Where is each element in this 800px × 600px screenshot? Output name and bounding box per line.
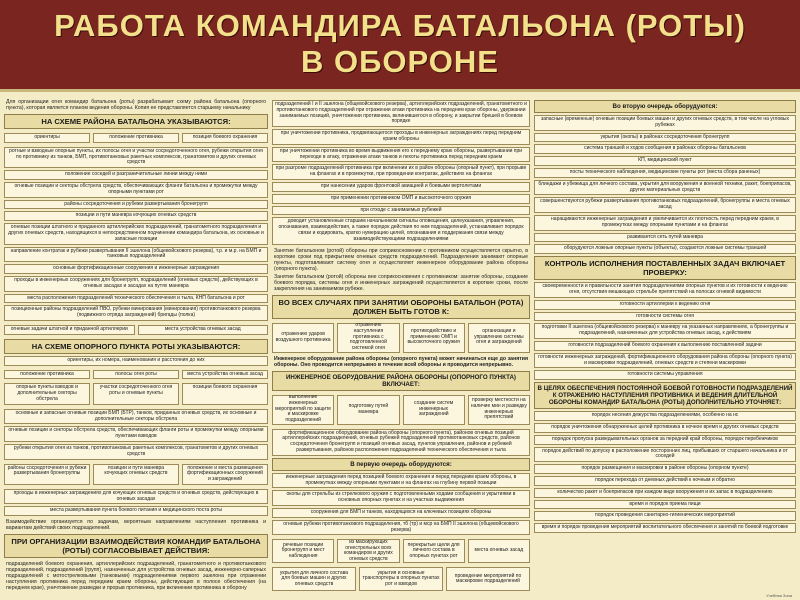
first-priority-item: проведение мероприятий по маскировке подразделений — [446, 567, 530, 591]
scheme-item: места устройства огневых засад — [138, 325, 269, 335]
scheme-item: ротные и взводные опорные пункты, их полосы огня и участки сосредоточенного огня, рубежи открытия огня по противнику из танков, БМП, противотанковых ракетных комплексов, гранатометов и других огневых средств — [4, 147, 268, 168]
readiness-item: противодействию и применению ОМП и высокоточного оружия — [403, 323, 465, 353]
scheme-item: основные фортификационные сооружения и инженерные заграждения — [4, 264, 268, 274]
scheme-item: места развертывания пункта боевого питания и медицинского поста роты — [4, 506, 268, 516]
scheme-item: позиции и пути маневра кочующих огневых средств — [93, 464, 179, 485]
coordination-item: при уничтожении противника, продвигающегося проходы в инженерных заграждениях перед передним краем обороны — [272, 129, 530, 145]
readiness-header: ВО ВСЕХ СЛУЧАЯХ ПРИ ЗАНЯТИИ ОБОРОНЫ БАТАЛЬОН (РОТА) ДОЛЖЕН БЫТЬ ГОТОВ К: — [272, 295, 530, 319]
clarify-item: порядок уничтожения обнаруженных целей противника в ночное время и других огневых средств — [534, 423, 796, 433]
clarify-item: время и порядок приема пищи — [534, 500, 796, 510]
second-priority-item: блиндажи и убежища для личного состава, укрытия для вооружения и военной техники, ракет, боеприпасов, других материальных средств — [534, 180, 796, 196]
control-item: своевременности и правильности занятия подразделениями опорных пунктов и их готовности к ведению огня, отсутствия мешающих стрельбе препятствий на полосах огневой видимости — [534, 282, 796, 298]
first-priority-item: из маскирующих огнестрельных всех командиров и других огневых средств — [337, 539, 399, 563]
scheme-item: проходы в инженерных сооружениях для бронегрупп, подразделений (огневых средств), действующих в огневых засадах и засадах на путях маневра — [4, 276, 268, 292]
second-priority-item: наращиваются инженерные заграждения и увеличивается их плотность перед передним краем, в промежутках между опорными пунктами и на флангах — [534, 215, 796, 231]
poster-header — [0, 0, 800, 92]
scheme-item: огневые позиции и секторы обстрела средств, обеспечивающих фланги батальона и промежутки между опорными пунктами рот — [4, 182, 268, 198]
control-item: подготовки II эшелона (общевойскового резерва) к маневру на указанных направлениях, а бронегруппы и подразделений, назначенных для устройства огневых засад, к действиям — [534, 323, 796, 339]
clarify-item: порядок пропуска разведывательных органов за передний край обороны, порядок перебежчиков — [534, 435, 796, 445]
scheme-item: позиция боевого охранения — [182, 133, 268, 143]
scheme-item: опорные пункты взводов и дополнительные секторы обстрела — [4, 383, 90, 404]
control-item: готовности артиллерии к ведению огня — [534, 300, 796, 310]
second-priority-item: укрытия (окопы) в районах сосредоточения бронегрупп — [534, 133, 796, 143]
scheme-item: направление контратак и рубежи развертывания II эшелона (общевойскового резерва), т.р. и м.р. на БМП и танковых подразделений — [4, 247, 268, 263]
scheme-item: позиции боевого охранения — [182, 383, 268, 404]
scheme-item: места устройства огневых засад — [182, 370, 268, 380]
scheme-item: огневые позиции штатного и приданного артиллерийских подразделений, гранатометного подразделения и других огневых средств, находящихся в непосредственном подчинении командира батальона, их основные и запасные позиции — [4, 223, 268, 244]
publisher-mark: Учебная Зона — [766, 593, 792, 598]
first-priority-item: места огневых засад — [468, 539, 530, 563]
clarify-item: порядок размещения и маскировки в районе обороны (опорном пункте) — [534, 464, 796, 474]
coordination-item: при уничтожении противника во время выдвижения его к переднему краю обороны, развертывании при переходе в атаку, отражении атаки танков и пехоты противника перед передним краем — [272, 147, 530, 163]
engineering-note: Инженерное оборудование района обороны (опорного пункта) может начинаться еще до занятия обороны. Оно проводится непрерывно в течение всей обороны и проводится непрерывно. — [274, 355, 528, 368]
first-priority-item: инженерные заграждения перед позицией боевого охранения и перед передним краем обороны, в промежутках между опорными пунктами и на флангах на глубину первой позиции — [272, 473, 530, 489]
scheme-item: основные и запасные огневые позиции БМП (БТР), танков, приданных огневых средств, их основные и дополнительные секторы обстрела — [4, 409, 268, 425]
scheme-item: огневые позиции и секторы обстрела средств, обеспечивающих фланги роты и промежутки между опорными пунктами взводов — [4, 426, 268, 442]
scheme-item: позиции и пути маневра кочующих огневых средств — [4, 211, 268, 221]
scheme-item: участки сосредоточенного огня роты и огневые пункты — [93, 383, 179, 404]
first-priority-item: укрытия для личного состава для боевых машин и других огневых средств — [272, 567, 356, 591]
coordination-item: при отходе с занимаемых рубежей — [272, 206, 530, 216]
second-priority-item: посты технического наблюдения, медицинские пункты рот (места сбора раненых) — [534, 168, 796, 178]
first-priority-item: речевые позиции бронегрупп и мест наблюдения — [272, 539, 334, 563]
engineering-item: проверку местности на наличие мин и разведку инженерных препятствий — [468, 395, 530, 425]
control-item: готовности подразделений боевого охранения к выполнению поставленной задачи — [534, 341, 796, 351]
control-item: готовности инженерных заграждений, фортификационного оборудования района обороны (опорного пункта) и маскировки подразделений, огневых средств и степени маскировки — [534, 353, 796, 369]
battalion-scheme-header: НА СХЕМЕ РАЙОНА БАТАЛЬОНА УКАЗЫВАЮТСЯ: — [4, 114, 268, 129]
coordination-item: при нанесении ударов фронтовой авиацией и боевыми вертолетами — [272, 182, 530, 192]
engineering-item: выполнение инженерных мероприятий по защите и маскировке подразделений — [272, 395, 334, 425]
second-priority-item: запасные (временные) огневые позиции боевых машин и других огневых средств, в том числе на угловых рубежах — [534, 115, 796, 131]
engineering-item: создание систем инженерных заграждений — [403, 395, 465, 425]
engineering-item: фортификационное оборудование района обороны (опорного пункта), районов огневых позиций артиллерийских подразделений, огневых рубежей подразделений противотанковых средств, районов сосредоточения бронегрупп и позиций огневых засад, пунктов управления, районов и рубежей развертывания, районов расположения подразделений технического обеспечения и тыла — [272, 429, 530, 456]
column-middle — [272, 98, 530, 596]
control-item: готовности системы управления — [534, 370, 796, 380]
second-priority-item: оборудуются ложные опорные пункты (объекты), создаются ложные системы траншей — [534, 244, 796, 254]
scheme-item: ориентиры — [4, 133, 90, 143]
first-priority-header: В первую очередь оборудуются: — [272, 458, 530, 471]
readiness-item: организации и управлению системы огня и заграждений — [468, 323, 530, 353]
control-header: КОНТРОЛЬ ИСПОЛНЕНИЯ ПОСТАВЛЕННЫХ ЗАДАЧ ВКЛЮЧАЕТ ПРОВЕРКУ: — [534, 256, 796, 280]
intro-text: Для организации огня командир батальона (роты) разрабатывает схему района батальона (опорного пункта), которая является планом ведения обороны. Копия ее представляется старшему начальнику — [6, 99, 266, 111]
first-priority-item: укрытия и основные транспортеры в опорных пунктах рот и взводов — [359, 567, 443, 591]
readiness-item: отражению наступления противника с подготовленной системой огня — [337, 323, 399, 353]
clarify-item: порядок перехода от дневных действий к ночным и обратно — [534, 476, 796, 486]
first-priority-item: перекрытые щели для личного состава в опорных пунктах рот — [403, 539, 465, 563]
coordination-item: при применении противником ОМП и высокоточного оружия — [272, 194, 530, 204]
interaction-text: подразделений боевого охранения, артиллерийских подразделений, гранатометного и противотанкового подразделений, подразделений (групп), назначенных для устройства огневых засад, инженерно-саперных подразделений с мотострелковыми (танковыми) подразделениями первого эшелона при отражении наступления противника перед передним краем обороны, действующих в полосе обеспечения (на переднем крае), уничтожение разведки и прорыв противника, при вклинении противника в оборону — [6, 561, 266, 592]
scheme-item: районы сосредоточения и рубежи развертывания бронегруппы — [4, 464, 90, 485]
scheme-item: позиционные районы подразделений ПВО, рубежи минирования (минирования) противотанкового резерва (подвижного отряда заграждений) бригады (полка) — [4, 305, 268, 321]
clarify-item: количество ракет и боеприпасов при каждом виде вооружения и их запас в подразделениях — [534, 488, 796, 498]
scheme-item: рубежи открытия огня из танков, противотанковых ракетных комплексов, гранатометов и других огневых средств — [4, 444, 268, 460]
engineering-header: ИНЖЕНЕРНОЕ ОБОРУДОВАНИЕ РАЙОНА ОБОРОНЫ (ОПОРНОГО ПУНКТА) ВКЛЮЧАЕТ: — [272, 371, 530, 391]
scheme-item: положение и места размещения фортификационных сооружений и заграждений — [182, 464, 268, 485]
engineering-item: подготовку путей маневра — [337, 395, 399, 425]
scheme-item: огневые задачи штатной и приданной артиллерии — [4, 325, 135, 335]
first-priority-item: сооружения для БМП и танков, находящихся на ключевых позициях обороны — [272, 508, 530, 518]
column-left — [4, 98, 268, 596]
readiness-clarify-header: В ЦЕЛЯХ ОБЕСПЕЧЕНИЯ ПОСТОЯННОЙ БОЕВОЙ ГОТОВНОСТИ ПОДРАЗДЕЛЕНИЙ К ОТРАЖЕНИЮ НАСТУПЛЕНИЯ ПРОТИВНИКА И ВЕДЕНИЯ ДЛИТЕЛЬНОЙ ОБОРОНЫ КОМАНДИР БАТАЛЬОНА (РОТЫ) ДОПОЛНИТЕЛЬНО УТОЧНЯЕТ: — [534, 382, 796, 409]
company-scheme-header: НА СХЕМЕ ОПОРНОГО ПУНКТА РОТЫ УКАЗЫВАЮТСЯ: — [4, 339, 268, 354]
scheme-item: ориентиры, их номера, наименования и расстояния до них — [4, 356, 268, 366]
scheme-item: районы сосредоточения и рубежи развертывания бронегрупп — [4, 200, 268, 210]
scheme-item: полосы огня роты — [93, 370, 179, 380]
second-priority-item: совершенствуются рубежи развертывания противотанковых подразделений, бронегруппы и места огневых засад — [534, 197, 796, 213]
scheme-item: положение противника — [93, 133, 179, 143]
scheme-item: места расположения подразделений технического обеспечения и тыла, КНП батальона и рот — [4, 294, 268, 304]
scheme-item: положение соседей и разграничительные линии между ними — [4, 170, 268, 180]
interaction-note: Взаимодействие организуется по задачам, вероятным направлениям наступления противника и вариантам действий своих подразделений. — [6, 519, 266, 532]
second-priority-header: Во вторую очередь оборудуются: — [534, 100, 796, 113]
clarify-item: время и порядок проведения мероприятий воспитательного обеспечения и занятий по боевой подготовке — [534, 523, 796, 533]
clarify-item: порядок проведения санитарно-гигиенических мероприятий — [534, 511, 796, 521]
poster-title-line1: РАБОТА КОМАНДИРА БАТАЛЬОНА (РОТЫ) — [54, 8, 746, 43]
clarify-item: порядок несения дежурства подразделениями, особенно на нс — [534, 411, 796, 421]
interaction-header: ПРИ ОРГАНИЗАЦИИ ВЗАИМОДЕЙСТВИЯ КОМАНДИР БАТАЛЬОНА (РОТЫ) СОГЛАСОВЫВАЕТ ДЕЙСТВИЯ: — [4, 534, 268, 558]
second-priority-item: КП, медицинский пункт — [534, 156, 796, 166]
occupation-text-2: Занятие батальоном (ротой) обороны вне соприкосновения с противником: занятие обороны, создание боевого порядка, системы огня и инженерных заграждений осуществляется в короткие сроки, после закрепления на занимаемом рубеже. — [274, 273, 528, 292]
first-priority-item: окопы для стрельбы из стрелкового оружия с подготовленными ходами сообщения и укрытиями в основных опорных пунктах и на участках выдвижения — [272, 490, 530, 506]
coordination-item: доводит установленные старшим начальником сигналы оповещения, целеуказания, управления, опознавания, взаимодействия, а также порядок действия по ним подразделений, устанавливает порядок связи и кодировать, кратко нумерацию целей, опознавания и поддержания связи между взаимодействующими подразделениями — [272, 217, 530, 244]
first-priority-item: огневые рубежи противотанкового подразделения, тб (тр) и мср на БМП II эшелона (общевойскового резерва) — [272, 520, 530, 536]
coordination-item: подразделений I и II эшелона (общевойскового резерва), артиллерийских подразделений, гранатометного и противотанкового подразделений при отражении атаки противника на переднем крае обороны, удержании занимаемых позиций, уничтожении противника, вклинившегося в оборону, и закрытии брешей в боевом порядке — [272, 100, 530, 127]
coordination-item: при разгроме подразделений противника при вклинении их в район обороны (опорный пункт), при прорыве на флангах и в промежутки, при проведении контратак, действиях на флангах — [272, 164, 530, 180]
clarify-item: порядок действий по допуску в расположение посторонних лиц, прибывших от старшего начальника и от соседей — [534, 447, 796, 463]
readiness-item: отражению ударов воздушного противника — [272, 323, 334, 353]
second-priority-item: развивается сеть путей маневра — [534, 233, 796, 243]
poster-title-line2: В ОБОРОНЕ — [301, 44, 499, 79]
scheme-item: проходы в инженерных заграждениях для кочующих огневых средств и огневых средств, действующих в огневых засадах — [4, 489, 268, 505]
occupation-text: Занятие батальоном (ротой) обороны при соприкосновении с противником осуществляется скрытно, в короткие сроки под прикрытием огневых средств подразделений. Подразделения занимают опорные пункты, подготавливают систему огня и осуществляют инженерное оборудование района обороны (опорного пункта). — [274, 247, 528, 272]
scheme-item: положение противника — [4, 370, 90, 380]
control-item: готовности системы огня — [534, 312, 796, 322]
column-right — [534, 98, 796, 596]
second-priority-item: система траншей и ходов сообщения в районах обороны батальонов — [534, 144, 796, 154]
